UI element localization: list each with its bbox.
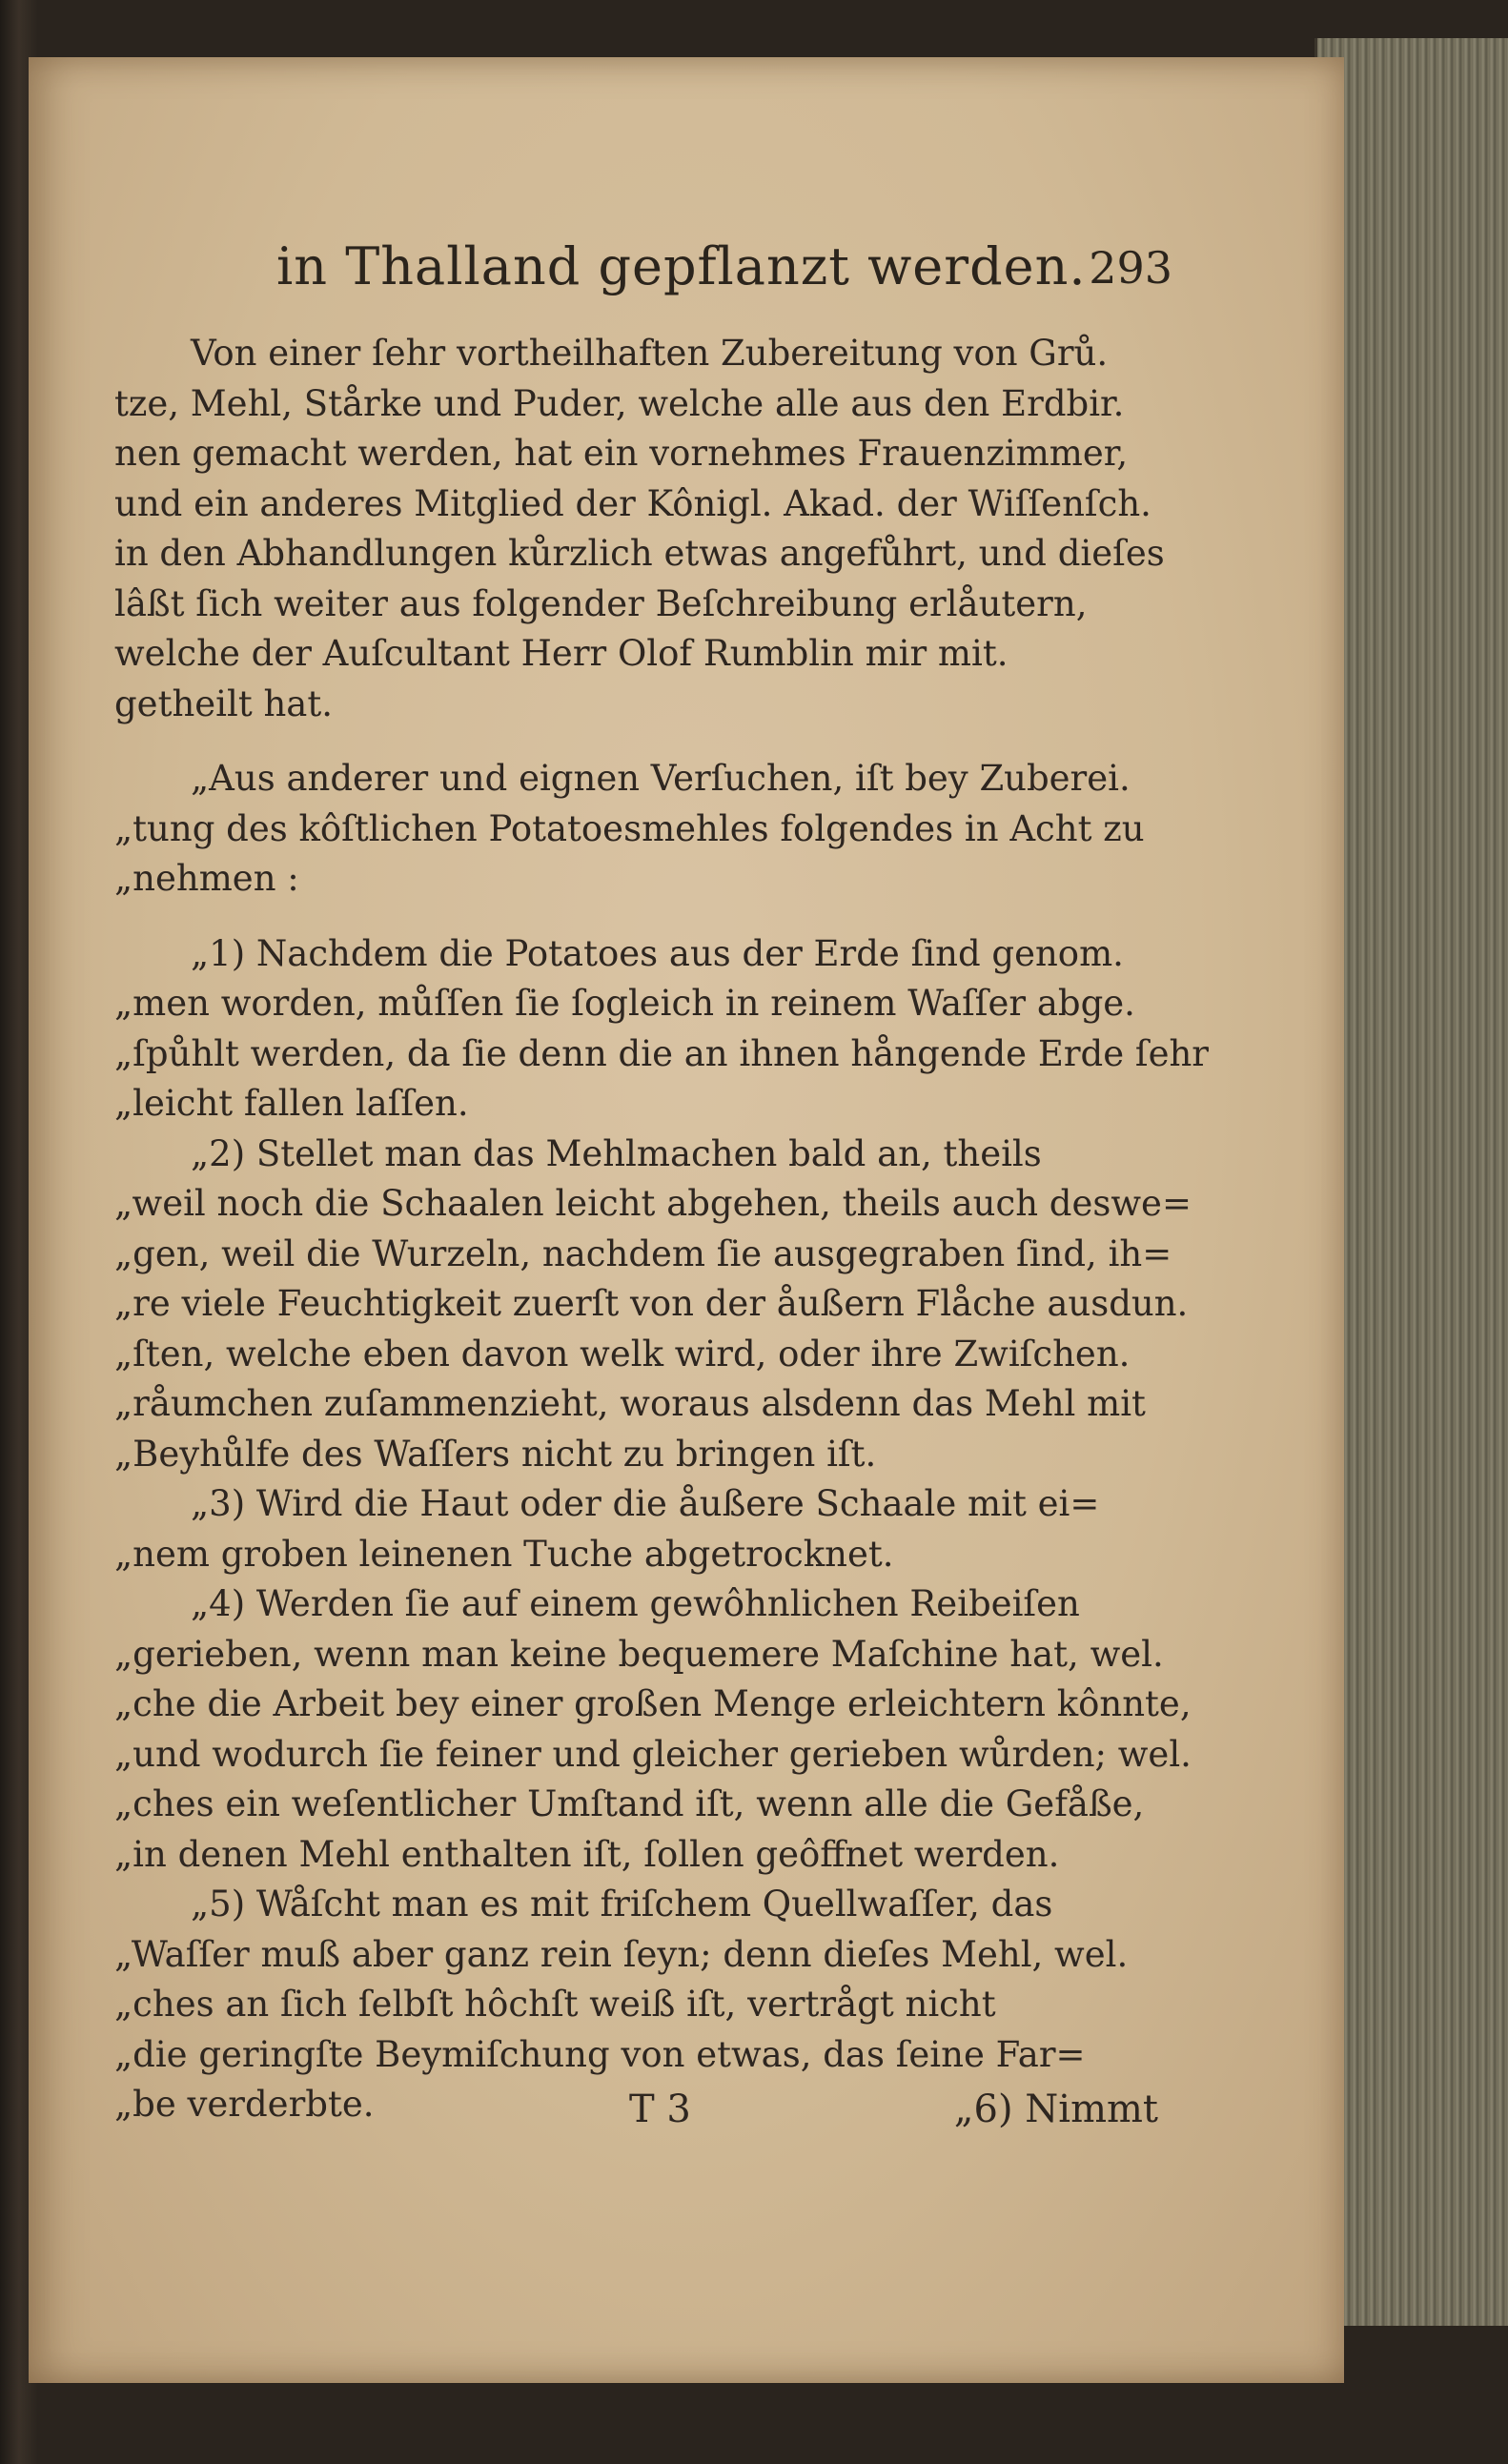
text-line: „ſpůhlt werden, da ſie denn die an ihnen hångende Erde ſehr [114, 1032, 1209, 1074]
text-line: in den Abhandlungen kůrzlich etwas angefůhrt, und dieſes [114, 533, 1165, 574]
text-line: tze, Mehl, Stårke und Puder, welche alle aus den Erdbir. [114, 382, 1125, 424]
text-line: „5) Wåſcht man es mit friſchem Quellwaſſer, das [191, 1884, 1053, 1924]
text-line: „gen, weil die Wurzeln, nachdem ſie ausgegraben ſind, ih= [114, 1232, 1172, 1274]
page-number: 293 [1089, 242, 1172, 294]
page-header [276, 236, 1172, 303]
text-line: „und wodurch ſie feiner und gleicher gerieben wůrden; wel. [114, 1733, 1192, 1775]
signature-mark: T 3 [629, 2087, 691, 2131]
text-line: „2) Stellet man das Mehlmachen bald an, theils [191, 1132, 1042, 1174]
text-line: getheilt hat. [114, 682, 333, 724]
text-line: „weil noch die Schaalen leicht abgehen, theils auch deswe= [114, 1183, 1192, 1224]
text-line: und ein anderes Mitglied der Kônigl. Akad. der Wiſſenſch. [114, 482, 1151, 524]
text-line: „tung des kôſtlichen Potatoesmehles folgendes in Acht zu [114, 807, 1145, 849]
text-line: Von einer ſehr vortheilhaften Zubereitung von Grů. [191, 333, 1109, 374]
catchword: „6) Nimmt [953, 2087, 1158, 2131]
text-line: „che die Arbeit bey einer großen Menge erleichtern kônnte, [114, 1683, 1192, 1724]
running-title: in Thalland gepflanzt werden. [276, 236, 1087, 296]
text-line: „nehmen : [114, 858, 299, 899]
text-line: „4) Werden ſie auf einem gewôhnlichen Reibeiſen [191, 1583, 1080, 1624]
text-line: „in denen Mehl enthalten iſt, ſollen geôffnet werden. [114, 1833, 1060, 1875]
text-line: „Beyhůlfe des Waſſers nicht zu bringen iſt. [114, 1433, 877, 1475]
text-line: „be verderbte. [114, 2084, 375, 2125]
text-line: nen gemacht werden, hat ein vornehmes Frauenzimmer, [114, 433, 1129, 474]
text-line: „ches an ſich ſelbſt hôchſt weiß iſt, vertrågt nicht [114, 1984, 996, 2025]
text-line: „1) Nachdem die Potatoes aus der Erde ſind genom. [191, 932, 1124, 974]
text-line: „men worden, můſſen ſie ſogleich in reinem Waſſer abge. [114, 983, 1135, 1024]
text-line: „råumchen zuſammenzieht, woraus alsdenn das Mehl mit [114, 1383, 1146, 1424]
paragraph-gap [114, 729, 1158, 754]
text-line: „leicht fallen laſſen. [114, 1083, 469, 1124]
text-line: „ſten, welche eben davon welk wird, oder ihre Zwiſchen. [114, 1333, 1131, 1375]
text-line: „Waſſer muß aber ganz rein ſeyn; denn dieſes Mehl, wel. [114, 1933, 1129, 1975]
body-text [114, 329, 1209, 2130]
text-line: „3) Wird die Haut oder die åußere Schaale mit ei= [191, 1483, 1100, 1524]
text-line: „gerieben, wenn man keine bequemere Maſchine hat, wel. [114, 1633, 1164, 1675]
text-line: „nem groben leinenen Tuche abgetrocknet. [114, 1533, 894, 1575]
text-line: „Aus anderer und eignen Verſuchen, iſt bey Zuberei. [191, 758, 1131, 799]
text-line: „re viele Feuchtigkeit zuerſt von der åußern Flåche ausdun. [114, 1283, 1189, 1324]
text-line: welche der Auſcultant Herr Olof Rumblin mir mit. [114, 633, 1009, 674]
page-footer [114, 2087, 1158, 2145]
text-line: „ches ein weſentlicher Umſtand iſt, wenn alle die Gefåße, [114, 1783, 1145, 1824]
paragraph-gap [114, 905, 1158, 929]
text-line: lâßt ſich weiter aus folgender Beſchreibung erlåutern, [114, 582, 1088, 624]
text-line: „die geringſte Beymiſchung von etwas, das ſeine Far= [114, 2033, 1086, 2075]
